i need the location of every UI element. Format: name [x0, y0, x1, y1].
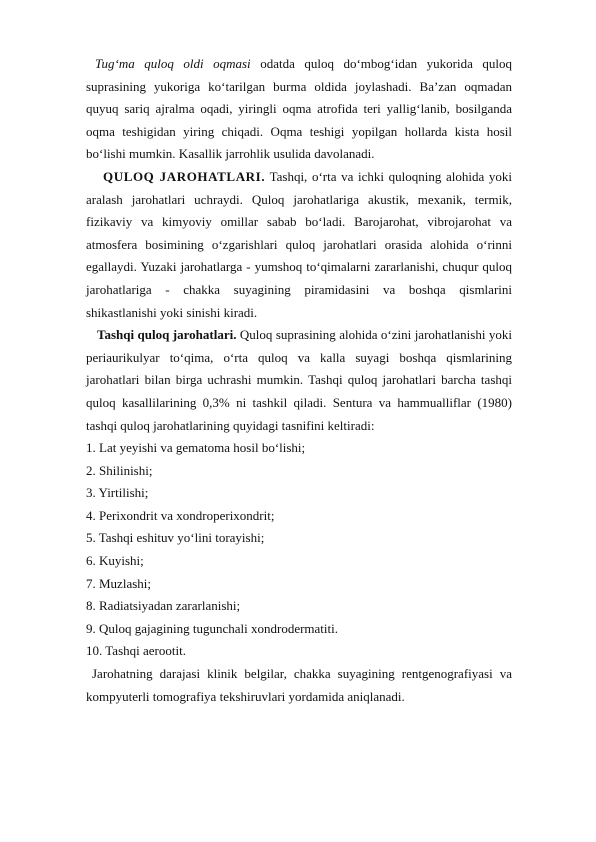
document-body [86, 53, 512, 708]
section-heading: QULOQ JAROHATLARI. [103, 168, 266, 184]
list-item: 4. Perixondrit va xondroperixondrit; [86, 507, 275, 523]
list-item: 1. Lat yeyishi va gematoma hosil bo‘lishi; [86, 440, 306, 456]
paragraph-text: odatda quloq do‘mbog‘idan yukorida quloq suprasining yukoriga ko‘tarilgan burma oldida joylashadi. Ba’zan oqmadan quyuq sariq ajralma oqadi, yiringli oqma atrofida teri yallig‘lanib, bosilganda oqma teshigidan yiring chiqadi. Oqma teshigi yopilgan hollarda kista hosil bo‘lishi mumkin. Kasallik jarrohlik usulida davolanadi. [86, 56, 512, 162]
list-item: 5. Tashqi eshituv yo‘lini torayishi; [86, 530, 265, 546]
paragraph-ear-injuries [86, 166, 512, 324]
list-item: 7. Muzlashi; [86, 575, 151, 591]
paragraph-text: Tashqi, o‘rta va ichki quloqning alohida yoki aralash jarohatlari uchraydi. Quloq jarohatlariga akustik, mexanik, termik, fizikaviy va kimyoviy omillar sabab bo‘ladi. Barojarohat, vibrojarohat va atmosfera bosimining o‘zgarishlari quloq jarohatlari orasida alohida o‘rinni egallaydi. Yuzaki jarohatlarga - yumshoq to‘qimalarni zararlanishi, chuqur quloq jarohatlariga - chakka suyagining piramidasini va boshqa qismlarini shikastlanishi yoki sinishi kiradi. [86, 168, 512, 320]
paragraph-congenital-fistula [86, 53, 512, 166]
list-item: 3. Yirtilishi; [86, 485, 149, 501]
list-item: 9. Quloq gajagining tugunchali xondrodermatiti. [86, 620, 339, 636]
classification-list [86, 437, 512, 663]
paragraph-lead-italic: Tug‘ma quloq oldi oqmasi [95, 56, 251, 71]
paragraph-diagnosis [86, 663, 512, 708]
list-item: 6. Kuyishi; [86, 553, 144, 569]
paragraph-external-ear-injuries [86, 324, 512, 437]
list-item: 2. Shilinishi; [86, 462, 153, 478]
paragraph-text: Quloq suprasining alohida o‘zini jarohatlanishi yoki periaurikulyar to‘qima, o‘rta quloq va kalla suyagi boshqa qismlarining jarohatlari bilan birga uchrashi mumkin. Tashqi quloq jarohatlari barcha tashqi quloq kasallilarining 0,3% ni tashkil qiladi. Sentura va hammualliflar (1980) tashqi quloq jarohatlarining quyidagi tasnifini keltiradi: [86, 327, 513, 433]
section-heading: Tashqi quloq jarohatlari. [97, 327, 237, 343]
list-item: 8. Radiatsiyadan zararlanishi; [86, 598, 241, 614]
list-item: 10. Tashqi aerootit. [86, 643, 186, 659]
paragraph-text: Jarohatning darajasi klinik belgilar, chakka suyagining rentgenografiyasi va kompyuterli tomografiya tekshiruvlari yordamida aniqlanadi. [86, 666, 512, 704]
